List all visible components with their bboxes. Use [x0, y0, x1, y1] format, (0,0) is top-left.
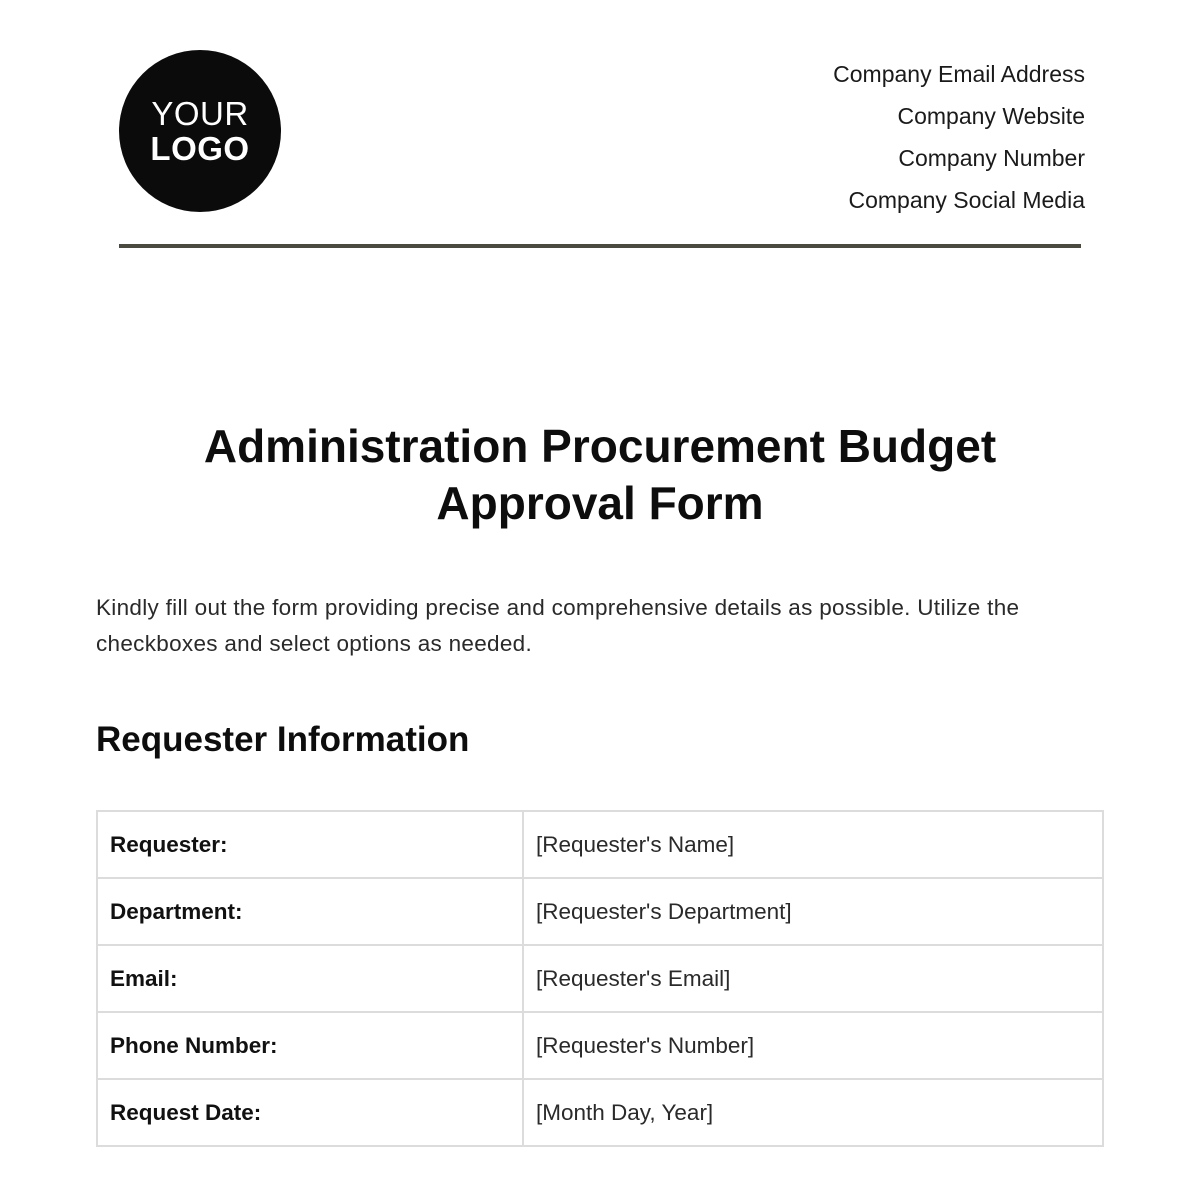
form-title	[0, 418, 1200, 532]
company-number: Company Number	[898, 145, 1085, 171]
department-label: Department:	[97, 878, 523, 945]
table-row	[97, 1079, 1103, 1146]
request-date-value[interactable]: [Month Day, Year]	[523, 1079, 1103, 1146]
form-instructions: Kindly fill out the form providing precise and comprehensive details as possible. Utilize the checkboxes and select options as needed.	[96, 595, 1020, 656]
company-contact-block	[833, 53, 1085, 221]
form-title-line2: Approval Form	[436, 477, 764, 529]
phone-number-value[interactable]: [Requester's Number]	[523, 1012, 1103, 1079]
section-heading-requester-information: Requester Information	[96, 720, 470, 759]
email-label: Email:	[97, 945, 523, 1012]
company-logo	[119, 50, 281, 212]
table-row	[97, 811, 1103, 878]
phone-number-label: Phone Number:	[97, 1012, 523, 1079]
department-value[interactable]: [Requester's Department]	[523, 878, 1103, 945]
request-date-label: Request Date:	[97, 1079, 523, 1146]
table-row	[97, 878, 1103, 945]
logo-text-your: YOUR	[151, 95, 249, 132]
header-divider	[119, 244, 1081, 248]
requester-label: Requester:	[97, 811, 523, 878]
company-email: Company Email Address	[833, 61, 1085, 87]
company-website: Company Website	[897, 103, 1085, 129]
email-value[interactable]: [Requester's Email]	[523, 945, 1103, 1012]
table-row	[97, 945, 1103, 1012]
requester-information-table	[96, 810, 1104, 1147]
table-row	[97, 1012, 1103, 1079]
logo-text-logo: LOGO	[150, 130, 250, 167]
form-title-line1: Administration Procurement Budget	[203, 420, 997, 472]
company-social-media: Company Social Media	[848, 187, 1085, 213]
requester-value[interactable]: [Requester's Name]	[523, 811, 1103, 878]
